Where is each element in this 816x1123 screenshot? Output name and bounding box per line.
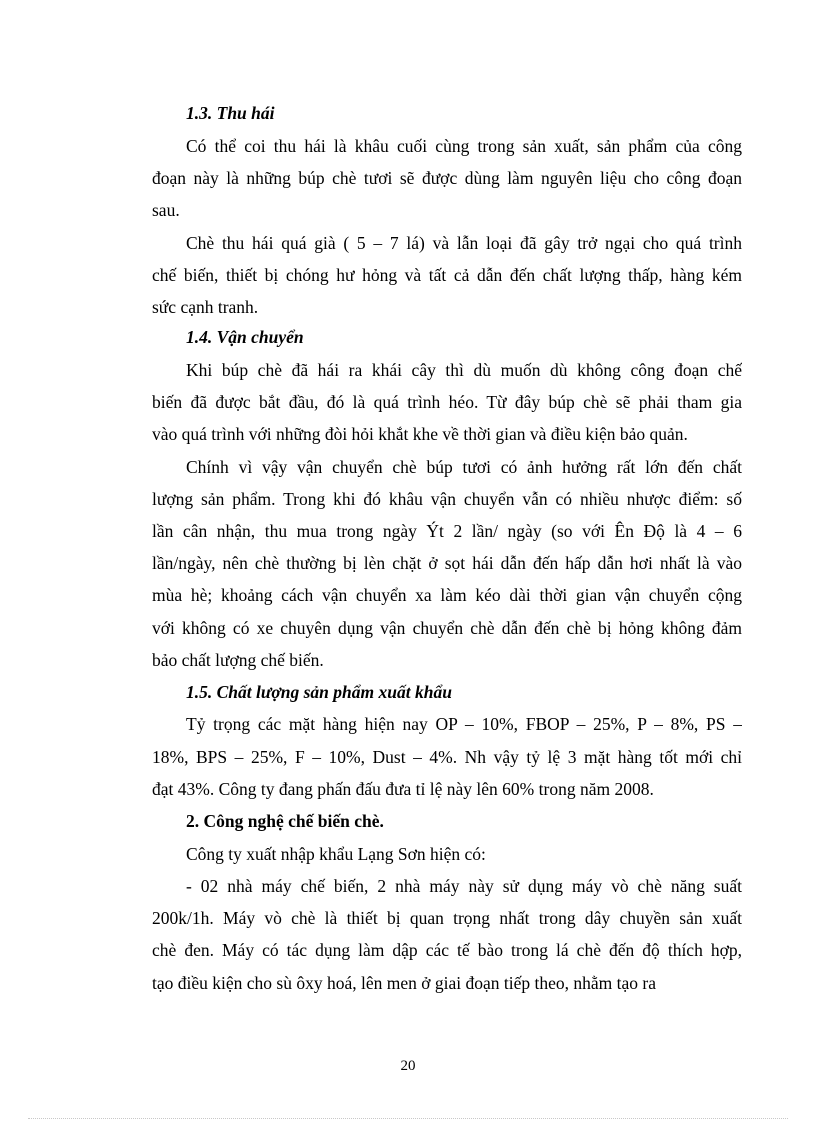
paragraph-line: Có thể coi thu hái là khâu cuối cùng trong sản xuất, sản phẩm của công xyxy=(186,136,742,156)
paragraph-line: Khi búp chè đã hái ra khái cây thì dù muốn dù không công đoạn chế xyxy=(186,360,742,380)
page-bottom-divider xyxy=(28,1118,788,1119)
paragraph-line: Công ty xuất nhập khẩu Lạng Sơn hiện có: xyxy=(186,844,486,864)
paragraph-line: Chính vì vậy vận chuyển chè búp tươi có ảnh hưởng rất lớn đến chất xyxy=(186,457,742,477)
paragraph-line: - 02 nhà máy chế biến, 2 nhà máy này sử dụng máy vò chè năng suất xyxy=(186,876,742,896)
paragraph-line: chè đen. Máy có tác dụng làm dập các tế bào trong lá chè đến độ thích hợp, xyxy=(152,940,742,960)
paragraph-line: mùa hè; khoảng cách vận chuyển xa làm kéo dài thời gian vận chuyển cộng xyxy=(152,585,742,605)
section-1-5-heading: 1.5. Chất lượng sản phẩm xuất khẩu xyxy=(186,682,452,702)
paragraph-line: biến đã được bắt đầu, đó là quá trình héo. Từ đây búp chè sẽ phải tham gia xyxy=(152,392,742,412)
paragraph-line: sức cạnh tranh. xyxy=(152,297,259,317)
paragraph-line: sau. xyxy=(152,200,180,220)
paragraph-line: với không có xe chuyên dụng vận chuyển chè dẫn đến chè bị hỏng không đảm xyxy=(152,618,742,638)
paragraph-line: tạo điều kiện cho sù ôxy hoá, lên men ở giai đoạn tiếp theo, nhằm tạo ra xyxy=(152,973,656,993)
paragraph-line: đoạn này là những búp chè tươi sẽ được dùng làm nguyên liệu cho công đoạn xyxy=(152,168,742,188)
paragraph-line: bảo chất lượng chế biến. xyxy=(152,650,324,670)
page-number: 20 xyxy=(400,1058,416,1074)
paragraph-line: lần/ngày, nên chè thường bị lèn chặt ở sọt hái dẫn đến hấp dẫn hơi nhất là vào xyxy=(152,553,742,573)
section-1-4-heading: 1.4. Vận chuyển xyxy=(186,327,304,347)
paragraph-line: lượng sản phẩm. Trong khi đó khâu vận chuyển vẫn có nhiều nhược điểm: số xyxy=(152,489,742,509)
paragraph-line: vào quá trình với những đòi hỏi khắt khe về thời gian và điều kiện bảo quản. xyxy=(152,424,688,444)
section-2-heading: 2. Công nghệ chế biến chè. xyxy=(186,811,384,831)
paragraph-line: lần cân nhận, thu mua trong ngày Ýt 2 lần/ ngày (so với Ên Độ là 4 – 6 xyxy=(152,521,742,541)
paragraph-line: đạt 43%. Công ty đang phấn đấu đưa tỉ lệ này lên 60% trong năm 2008. xyxy=(152,779,654,799)
section-1-3-heading: 1.3. Thu hái xyxy=(186,103,275,123)
paragraph-line: Chè thu hái quá già ( 5 – 7 lá) và lẫn loại đã gây trở ngại cho quá trình xyxy=(186,233,742,253)
paragraph-line: Tỷ trọng các mặt hàng hiện nay OP – 10%, FBOP – 25%, P – 8%, PS – xyxy=(186,714,742,734)
paragraph-line: 18%, BPS – 25%, F – 10%, Dust – 4%. Nh vậy tỷ lệ 3 mặt hàng tốt mới chỉ xyxy=(152,747,742,767)
paragraph-line: 200k/1h. Máy vò chè là thiết bị quan trọng nhất trong dây chuyền sản xuất xyxy=(152,908,742,928)
paragraph-line: chế biến, thiết bị chóng hư hỏng và tất cả dẫn đến chất lượng thấp, hàng kém xyxy=(152,265,742,285)
